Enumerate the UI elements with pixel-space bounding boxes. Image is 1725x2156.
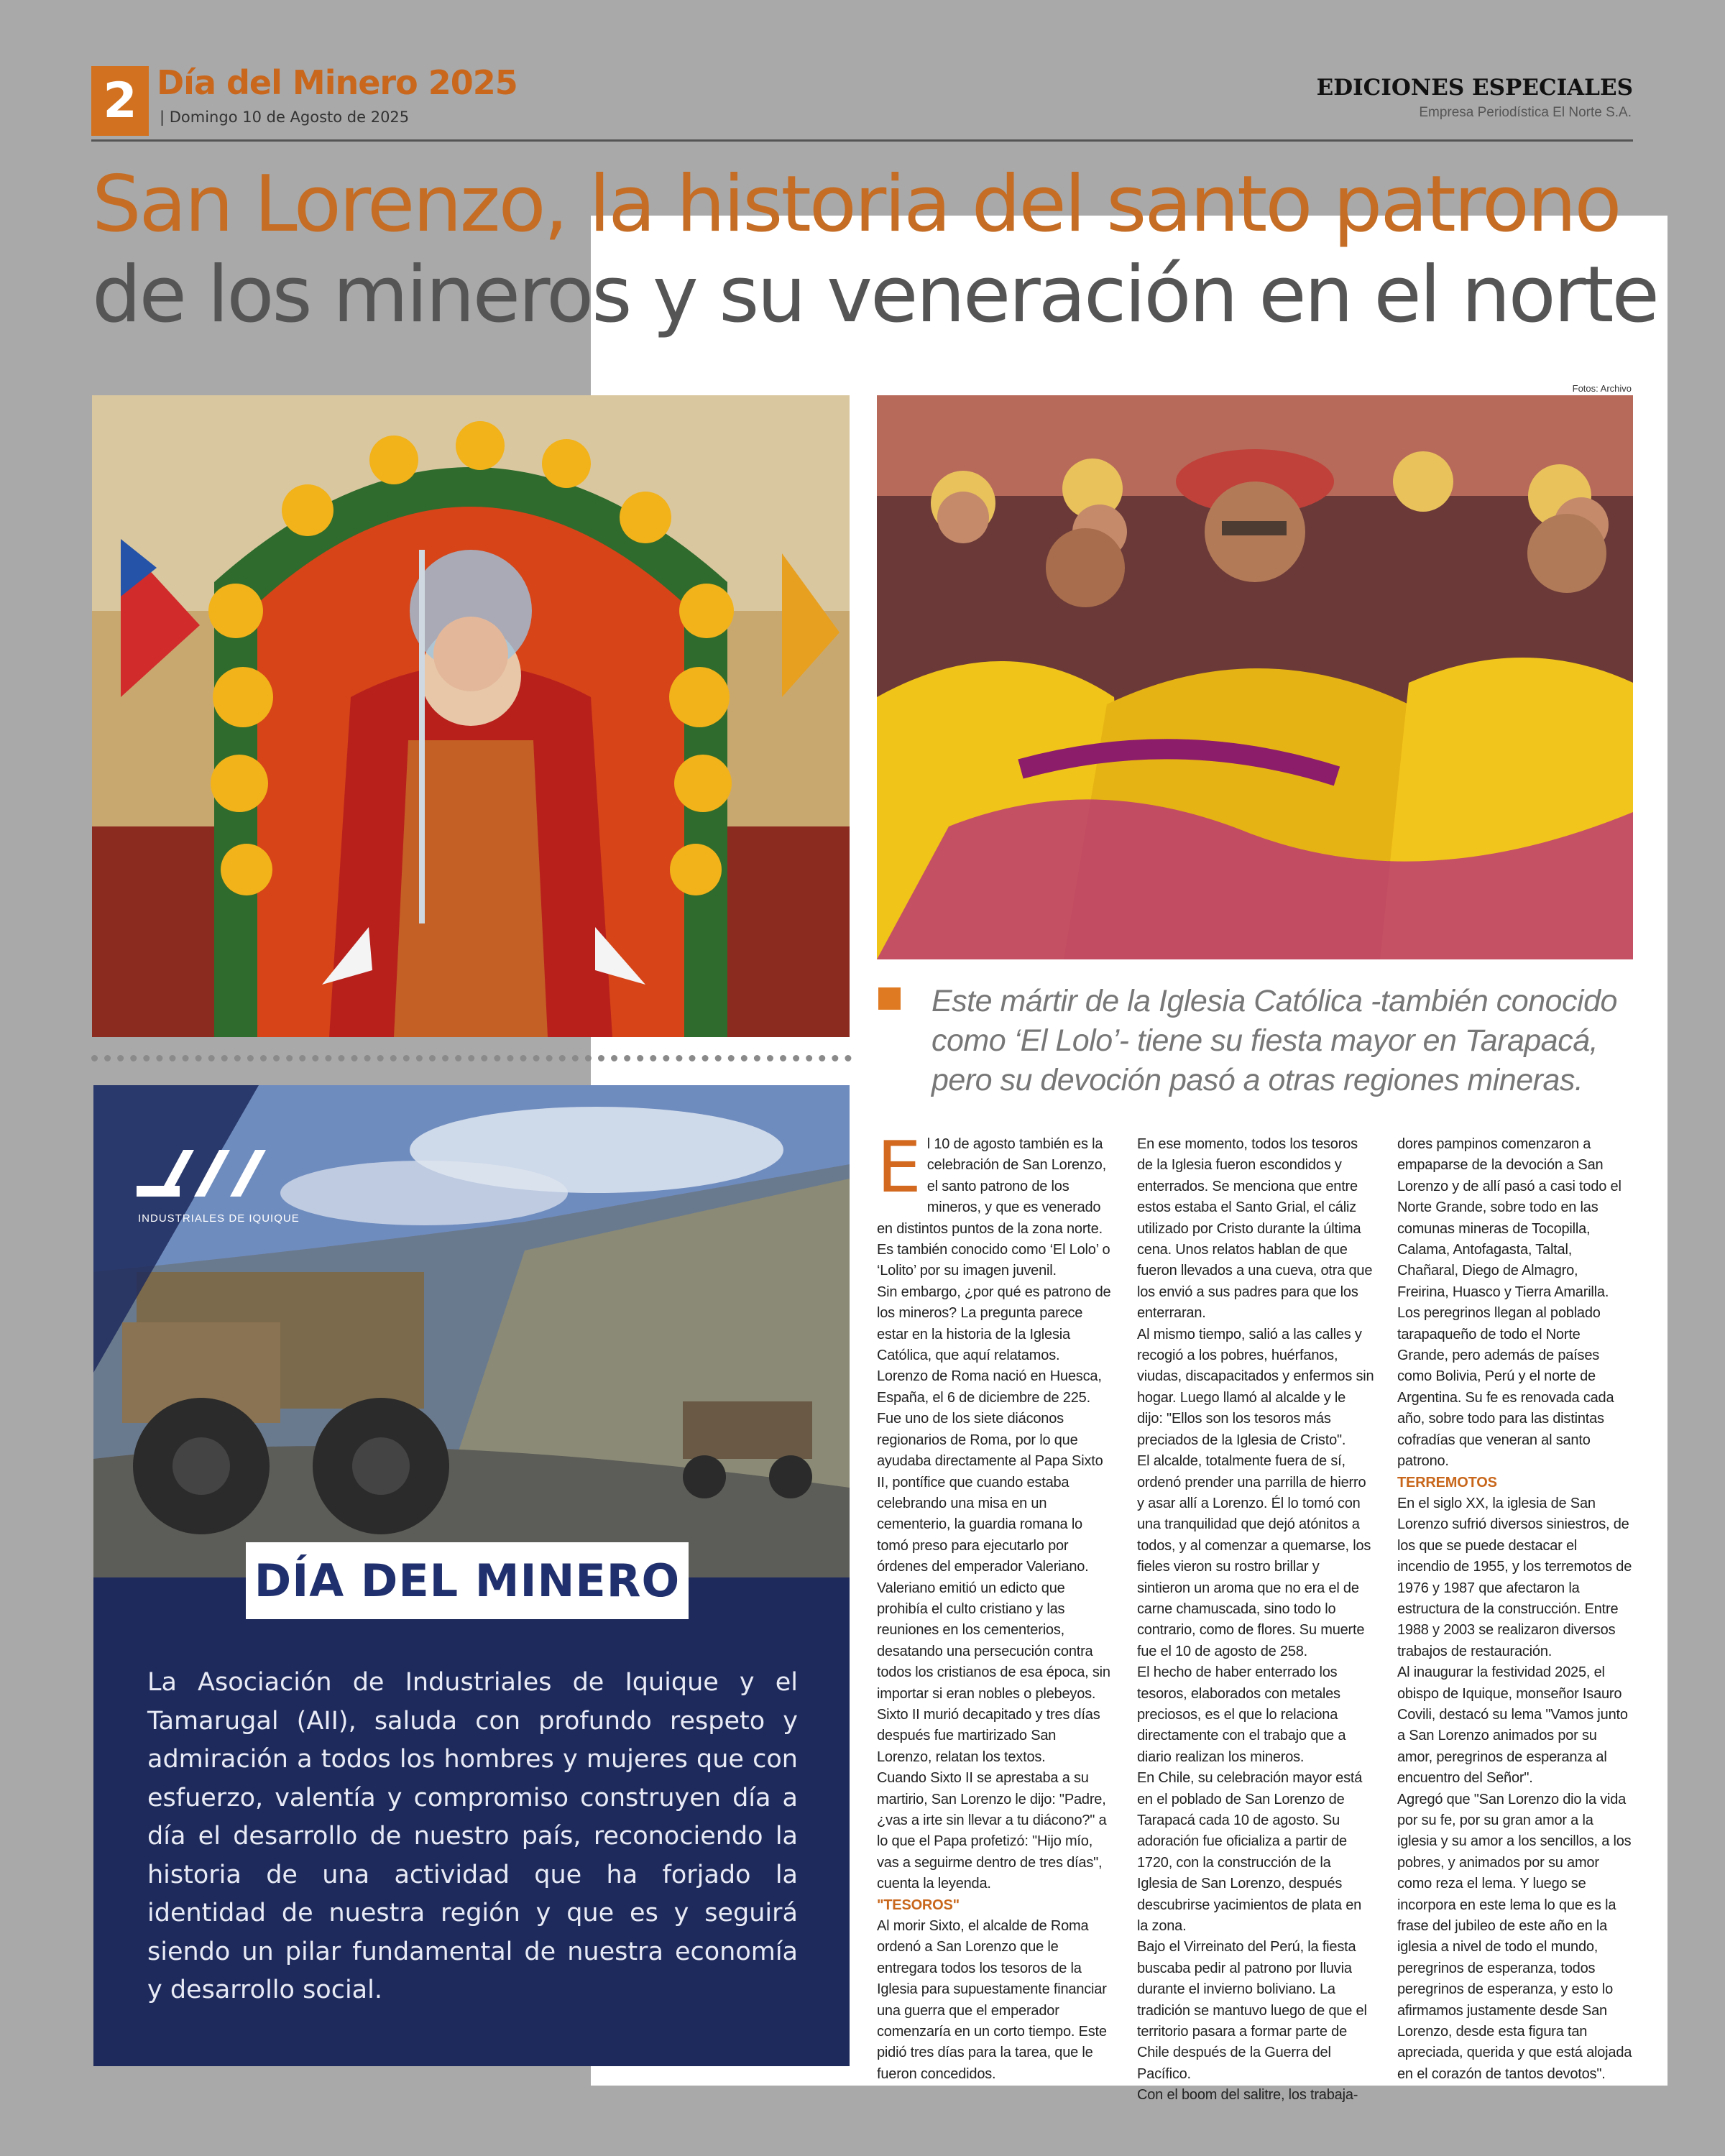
section-title: Día del Minero 2025 — [157, 63, 518, 102]
article-paragraph: Valeriano emitió un edicto que prohibía el culto cristiano y las reuniones en los cementerios, desatando una persecución contra todos los cristianos de esa época, sin importar si eran nobles o plebeyos. Sixto II murió decapitado y tres días después fue martirizado San Lorenzo, relatan los textos. — [877, 1580, 1110, 1765]
article-paragraph: Cuando Sixto II se aprestaba a su martirio, San Lorenzo le dijo: "Padre, ¿vas a irte sin llevar a tu diácono?" a lo que el Papa profetizó: "Hijo mío, vas a seguirme dentro de tres días", cuenta la leyenda. — [877, 1770, 1107, 1892]
article-paragraph: Al morir Sixto, el alcalde de Roma ordenó a San Lorenzo que le entregara todos los tesoros de la Iglesia para supuestamente financiar una guerra que el emperador comenzaría en un corto tiempo. Este pidió tres días para la tarea, que le fueron concedidos. — [877, 1918, 1107, 2082]
issue-date: | Domingo 10 de Agosto de 2025 — [160, 109, 410, 126]
drop-cap: E — [877, 1127, 921, 1209]
ad-logo-text: INDUSTRIALES DE IQUIQUE — [138, 1212, 300, 1225]
san-lorenzo-statue-photo — [92, 395, 850, 1037]
article-paragraph: Lorenzo de Roma nació en Huesca, España, el 6 de diciembre de 225. Fue uno de los siete diáconos regionarios de Roma, por lo que ayudaba directamente al Papa Sixto II, pontífice que cuando estaba celebrando una misa en un cementerio, la guardia romana lo tomó preso para ejecutarlo por órdenes del emperador Valeriano. — [877, 1368, 1103, 1575]
article-paragraph: Con el boom del salitre, los trabaja- — [1137, 2087, 1358, 2104]
article-paragraph: En ese momento, todos los tesoros de la Iglesia fueron escondidos y enterrados. Se menciona que entre estos estaba el Santo Grial, el cáliz utilizado por Cristo durante la última cena. Unos relatos hablan de que fueron llevados a una cueva, otra que los envió a sus padres para que los enterraran. — [1137, 1136, 1373, 1322]
photo-caption: Este mártir de la Iglesia Católica -también conocido como ‘El Lolo’- tiene su fiesta mayor en Tarapacá, pero su devoción pasó a otras regiones mineras. — [932, 984, 1617, 1097]
section-divider — [91, 1055, 852, 1061]
page-number: 2 — [91, 66, 149, 136]
dancers-festival-photo — [877, 395, 1633, 959]
article-column-3 — [1397, 1134, 1633, 2085]
article-subhead: "TESOROS" — [877, 1897, 960, 1913]
header-divider — [91, 139, 1633, 142]
headline-line-1: San Lorenzo, la historia del santo patrono — [92, 160, 1620, 249]
article-paragraph: Al inaugurar la festividad 2025, el obispo de Iquique, monseñor Isauro Covili, destacó su lema "Vamos junto a San Lorenzo animados por su amor, peregrinos de esperanza al encuentro del Señor". — [1397, 1664, 1628, 1787]
photo-credit: Fotos: Archivo — [1572, 383, 1632, 394]
mining-truck-photo — [93, 1085, 850, 1577]
edition-label: EDICIONES ESPECIALES — [1316, 75, 1633, 101]
ad-banner-title: DÍA DEL MINERO — [246, 1542, 689, 1619]
article-paragraph: Los peregrinos llegan al poblado tarapaqueño de todo el Norte Grande, pero además de países como Bolivia, Perú y el norte de Argentina. Su fe es renovada cada año, sobre todo para las distintas cofradías que veneran al santo patrono. — [1397, 1305, 1614, 1470]
ad-body-text: La Asociación de Industriales de Iquique y el Tamarugal (AII), saluda con profundo respeto y admiración a todos los hombres y mujeres que con esfuerzo, valentía y compromiso construyen día a día el desarrollo de nuestro país, reconociendo la historia de una actividad que ha forjado la identidad de nuestra región y que es y seguirá siendo un pilar fundamental de nuestra economía y desarrollo social. — [147, 1668, 798, 2004]
article-paragraph: dores pampinos comenzaron a empaparse de la devoción a San Lorenzo y de allí pasó a casi todo el Norte Grande, sobre todo en las comunas mineras de Tocopilla, Calama, Antofagasta, Taltal, Chañaral, Diego de Almagro, Freirina, Huasco y Tierra Amarilla. — [1397, 1136, 1622, 1300]
article-column-2 — [1137, 1134, 1374, 2106]
article-paragraph: El hecho de haber enterrado los tesoros, elaborados con metales preciosos, es el que lo relaciona directamente con el trabajo que a diario realizan los mineros. — [1137, 1664, 1346, 1765]
caption-marker — [878, 987, 901, 1010]
article-paragraph: Bajo el Virreinato del Perú, la fiesta buscaba pedir al patrono por lluvia durante el invierno boliviano. La tradición se mantuvo luego de que el territorio pasara a formar parte de Chile después de la Guerra del Pacífico. — [1137, 1939, 1367, 2082]
article-paragraph: En Chile, su celebración mayor está en el poblado de San Lorenzo de Tarapacá cada 10 de agosto. Su adoración fue oficializa a partir de 1720, con la construcción de la Iglesia de San Lorenzo, después descubrirse yacimientos de plata en la zona. — [1137, 1770, 1363, 1935]
headline-line-2: de los mineros y su veneración en el norte — [92, 250, 1657, 340]
article-paragraph: En el siglo XX, la iglesia de San Lorenzo sufrió diversos siniestros, de los que se puede destacar el incendio de 1955, y los terremotos de 1976 y 1987 que afectaron la estructura de la construcción. Entre 1988 y 2003 se realizaron diversos trabajos de restauración. — [1397, 1495, 1632, 1659]
article-paragraph: l 10 de agosto también es la celebración de San Lorenzo, el santo patrono de los mineros, y que es venerado en distintos puntos de la zona norte. Es también conocido como ‘El Lolo’ o ‘Lolito’ por su imagen juvenil. — [877, 1136, 1110, 1279]
advertisement-industriales-iquique — [93, 1085, 850, 2066]
article-subhead: TERREMOTOS — [1397, 1474, 1497, 1491]
article-paragraph: El alcalde, totalmente fuera de sí, ordenó prender una parrilla de hierro y asar allí a Lorenzo. Él lo tomó con una tranquilidad que dejó atónitos a todos, y al comenzar a quemarse, los fieles vieron su rostro brillar y sintieron un aroma que no era el de carne chamuscada, sino todo lo contrario, como de flores. Su muerte fue el 10 de agosto de 258. — [1137, 1453, 1371, 1659]
article-column-1 — [877, 1127, 1114, 2085]
article-paragraph: Al mismo tiempo, salió a las calles y recogió a los pobres, huérfanos, viudas, discapacitados y enfermos sin hogar. Luego llamó al alcalde y le dijo: "Ellos son los tesoros más preciados de la Iglesia de Cristo". — [1137, 1326, 1374, 1448]
article-paragraph: Agregó que "San Lorenzo dio la vida por su fe, por su gran amor a la iglesia y su amor a los sencillos, a los pobres, y animados por su amor como reza el lema. Y luego se incorpora en este lema lo que es la frase del jubileo de este año en la iglesia a nivel de todo el mundo, peregrinos de esperanza, todos peregrinos de esperanza, y esto lo afirmamos justamente desde San Lorenzo, desde esta figura tan apreciada, querida y que está alojada en el corazón de tantos devotos". — [1397, 1791, 1632, 2082]
article-paragraph: Sin embargo, ¿por qué es patrono de los mineros? La pregunta parece estar en la historia de la Iglesia Católica, que aquí relatamos. — [877, 1284, 1111, 1364]
publisher-name: Empresa Periodística El Norte S.A. — [1419, 105, 1632, 120]
